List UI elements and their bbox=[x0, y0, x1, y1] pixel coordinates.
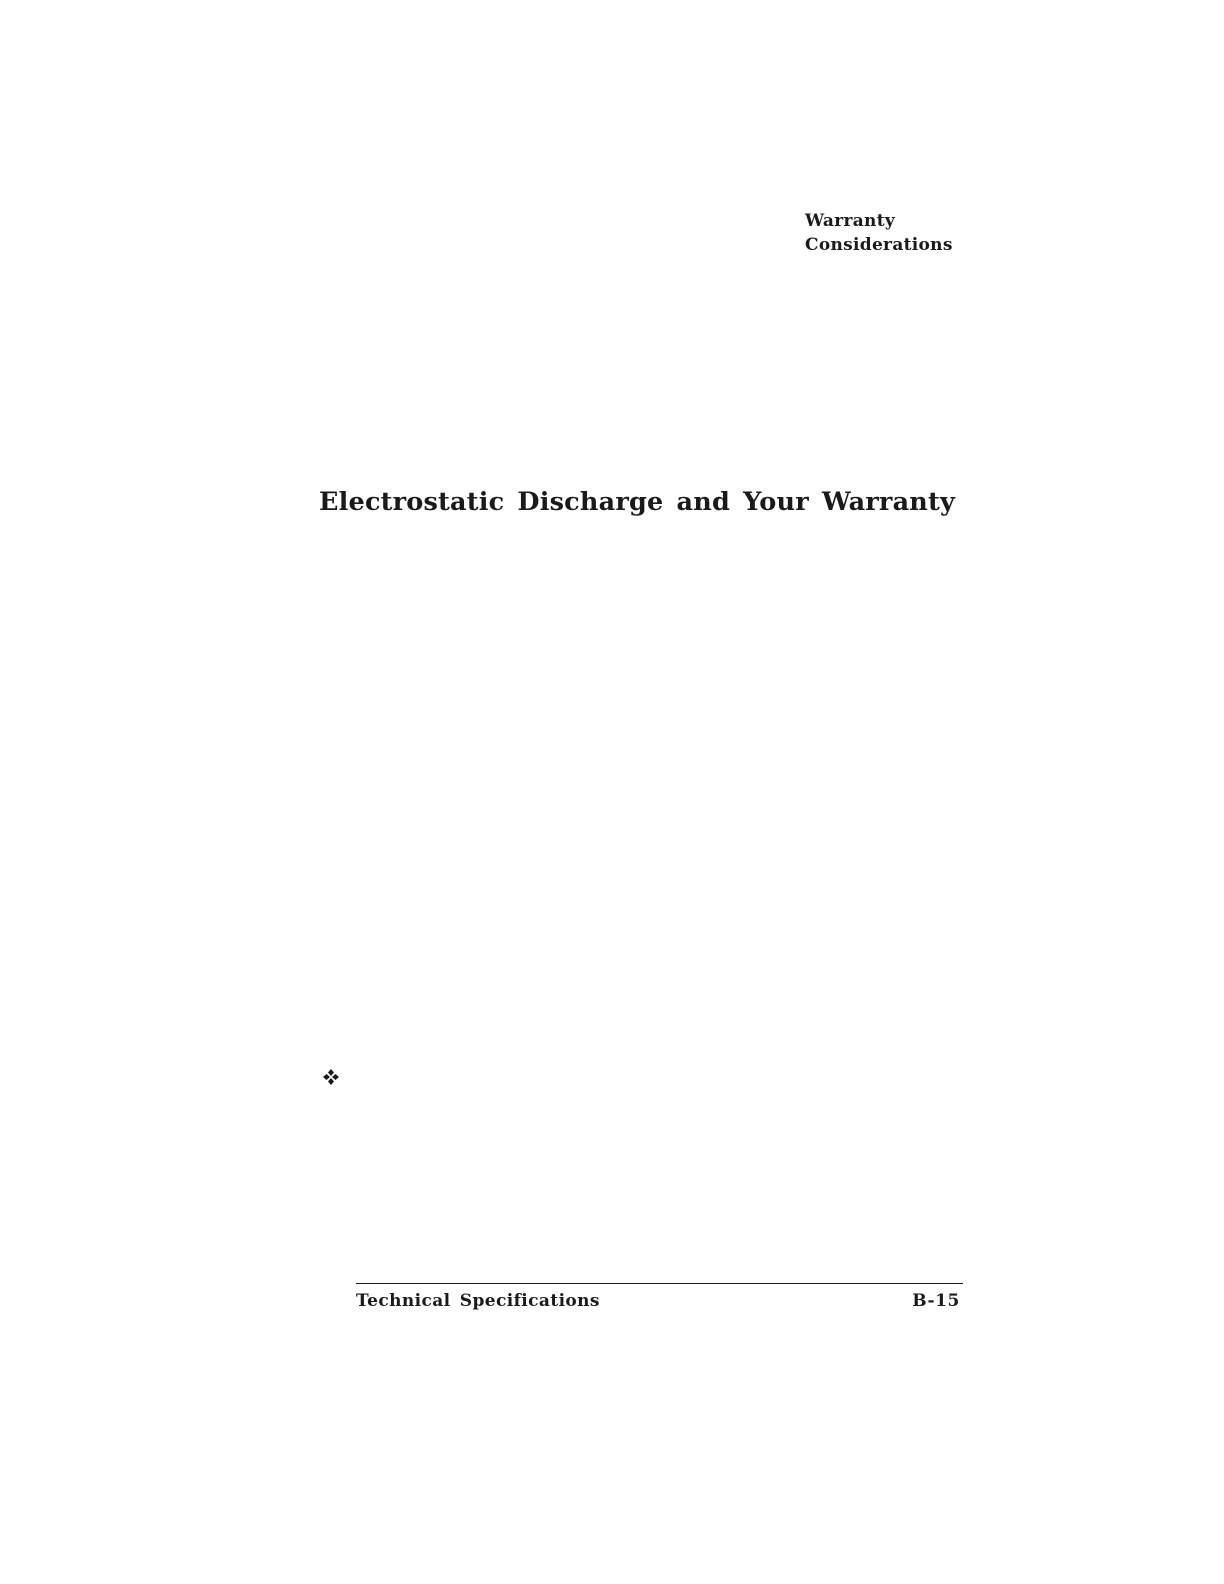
section-header-line-1: Warranty bbox=[805, 211, 896, 231]
section-header-line-2: Considerations bbox=[805, 235, 953, 255]
four-diamond-ornament-icon bbox=[321, 1067, 341, 1087]
footer-page-number: B-15 bbox=[912, 1291, 960, 1311]
running-section-header bbox=[805, 209, 1005, 257]
footer-divider bbox=[356, 1283, 963, 1284]
footer-title: Technical Specifications bbox=[356, 1291, 600, 1311]
page-heading: Electrostatic Discharge and Your Warranty bbox=[319, 487, 956, 517]
